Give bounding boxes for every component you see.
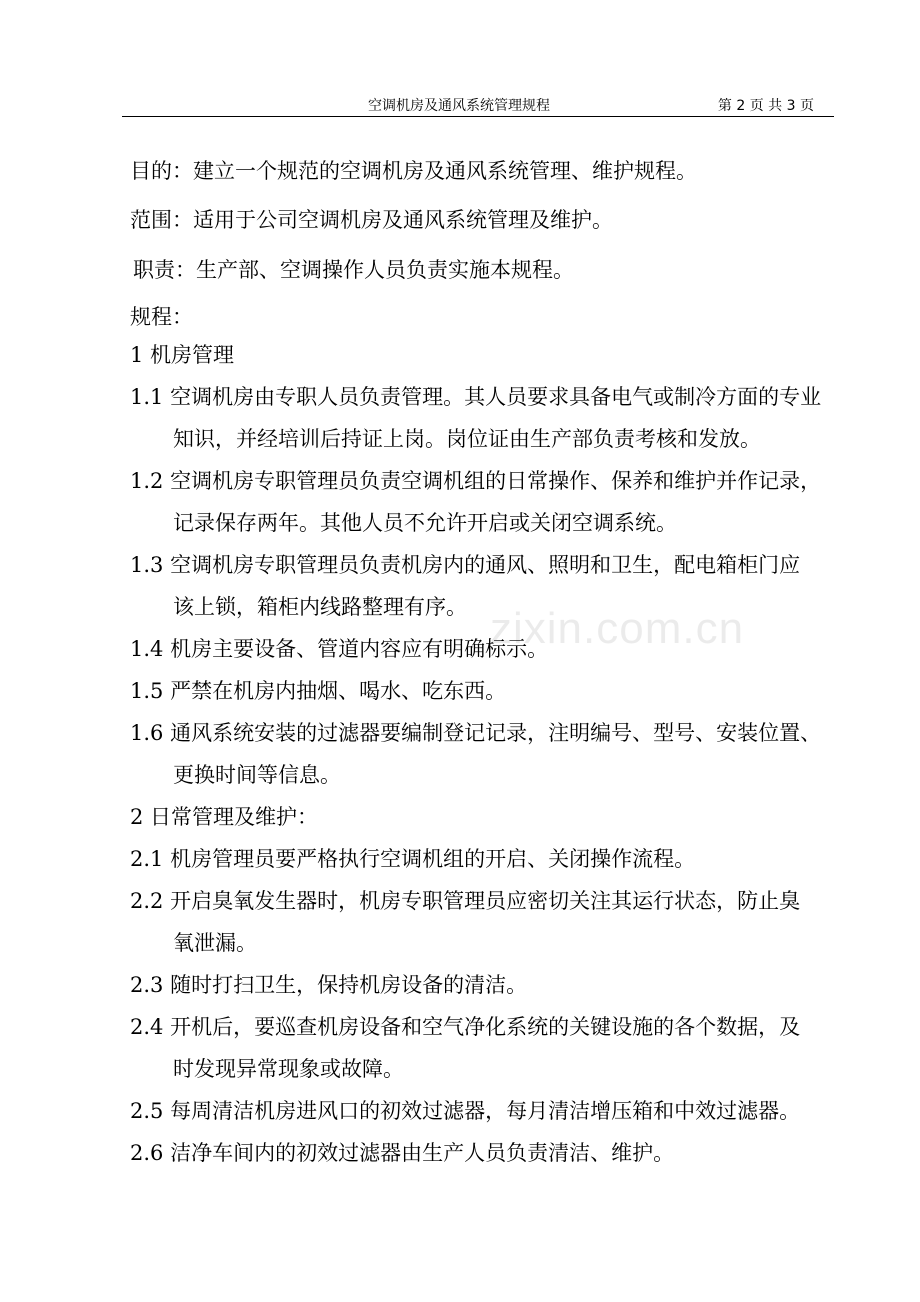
responsibility-line: 职责：生产部、空调操作人员负责实施本规程。	[133, 258, 574, 282]
item-2-5: 2.5 每周清洁机房进风口的初效过滤器，每月清洁增压箱和中效过滤器。	[130, 1099, 801, 1123]
purpose-line: 目的：建立一个规范的空调机房及通风系统管理、维护规程。	[130, 159, 697, 183]
item-2-3: 2.3 随时打扫卫生，保持机房设备的清洁。	[130, 973, 528, 997]
item-1-3-line-2: 该上锁，箱柜内线路整理有序。	[173, 595, 467, 619]
scope-line: 范围：适用于公司空调机房及通风系统管理及维护。	[130, 208, 613, 232]
item-1-5: 1.5 严禁在机房内抽烟、喝水、吃东西。	[130, 679, 507, 703]
item-2-4-line-2: 时发现异常现象或故障。	[173, 1057, 404, 1081]
item-2-4-line-1: 2.4 开机后，要巡查机房设备和空气净化系统的关键设施的各个数据，及	[130, 1015, 801, 1039]
item-1-1-line-2: 知识，并经培训后持证上岗。岗位证由生产部负责考核和发放。	[173, 427, 761, 451]
item-2-6: 2.6 洁净车间内的初效过滤器由生产人员负责清洁、维护。	[130, 1141, 675, 1165]
section-1-heading: 1 机房管理	[130, 343, 235, 367]
page-header	[122, 94, 834, 117]
item-1-2-line-1: 1.2 空调机房专职管理员负责空调机组的日常操作、保养和维护并作记录，	[130, 469, 822, 493]
item-1-2-line-2: 记录保存两年。其他人员不允许开启或关闭空调系统。	[173, 511, 677, 535]
watermark: zixin.com.cn	[490, 604, 745, 653]
header-title: 空调机房及通风系统管理规程	[368, 98, 550, 114]
rules-heading: 规程：	[130, 305, 193, 329]
item-2-1: 2.1 机房管理员要严格执行空调机组的开启、关闭操作流程。	[130, 847, 696, 871]
item-1-4: 1.4 机房主要设备、管道内容应有明确标示。	[130, 637, 549, 661]
item-1-3-line-1: 1.3 空调机房专职管理员负责机房内的通风、照明和卫生，配电箱柜门应	[130, 553, 801, 577]
item-1-1-line-1: 1.1 空调机房由专职人员负责管理。其人员要求具备电气或制冷方面的专业	[130, 385, 822, 409]
item-1-6-line-2: 更换时间等信息。	[173, 763, 341, 787]
item-1-6-line-1: 1.6 通风系统安装的过滤器要编制登记记录，注明编号、型号、安装位置、	[130, 721, 822, 745]
section-2-heading: 2 日常管理及维护：	[130, 805, 319, 829]
item-2-2-line-1: 2.2 开启臭氧发生器时，机房专职管理员应密切关注其运行状态，防止臭	[130, 889, 801, 913]
page-number: 第 2 页 共 3 页	[717, 98, 814, 114]
item-2-2-line-2: 氧泄漏。	[173, 931, 257, 955]
